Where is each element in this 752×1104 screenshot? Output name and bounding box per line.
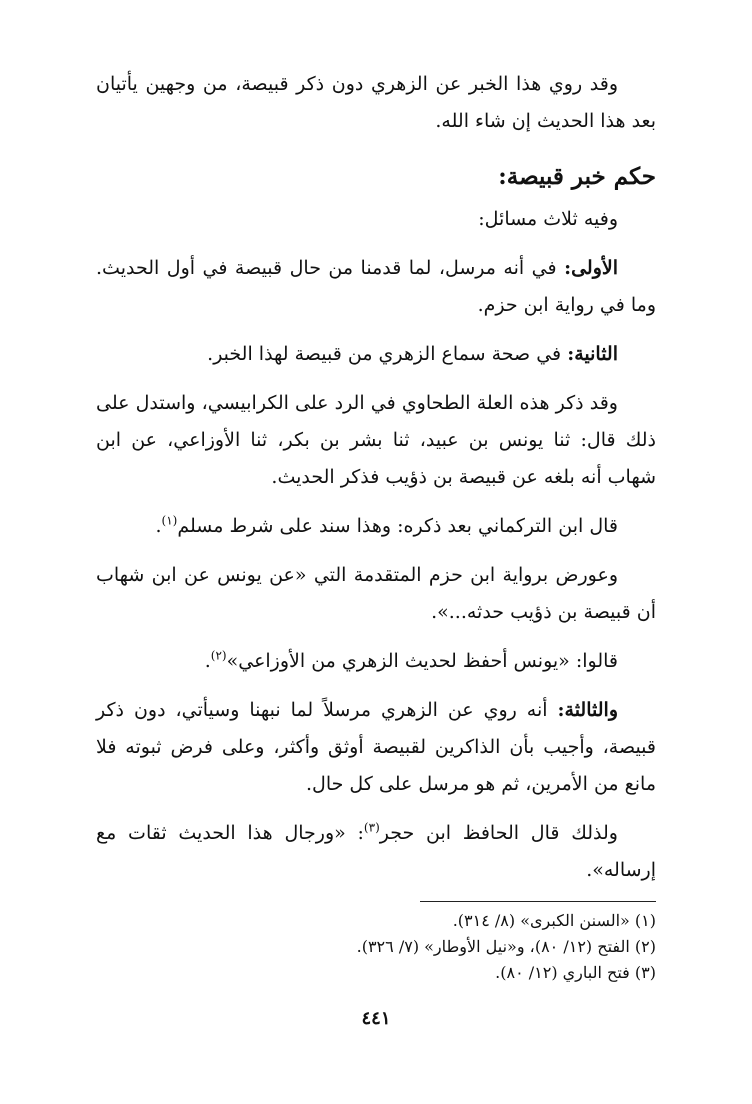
footnote-divider bbox=[420, 901, 656, 902]
third-label: والثالثة: bbox=[557, 699, 618, 721]
first-label: الأولى: bbox=[564, 257, 618, 279]
they-said-text: قالوا: «يونس أحفظ لحديث الزهري من الأوزاعي» bbox=[226, 650, 618, 672]
paragraph-first bbox=[96, 250, 656, 324]
section-heading: حكم خبر قبيصة: bbox=[498, 163, 656, 190]
third-text: أنه روي عن الزهري مرسلاً لما نبهنا وسيأتي، دون ذكر قبيصة، وأجيب بأن الذاكرين لقبيصة أوثق وأكثر، وعلى فرض ثبوته فلا مانع من الأمرين، ثم هو مرسل على كل حال. bbox=[96, 699, 656, 795]
footnote-2: (٢) الفتح (١٢/ ٨٠)، و«نيل الأوطار» (٧/ ٣٢٦). bbox=[356, 937, 656, 956]
first-text: في أنه مرسل، لما قدمنا من حال قبيصة في أول الحديث. وما في رواية ابن حزم. bbox=[96, 257, 656, 316]
page-body bbox=[96, 66, 656, 1037]
second-text: في صحة سماع الزهري من قبيصة لهذا الخبر. bbox=[207, 343, 568, 365]
they-said-end: . bbox=[204, 650, 211, 672]
footnote-ref-1: (١) bbox=[161, 513, 178, 528]
paragraph-third bbox=[96, 692, 656, 803]
paragraph-objection: وعورض برواية ابن حزم المتقدمة التي «عن يونس عن ابن شهاب أن قبيصة بن ذؤيب حدثه...». bbox=[96, 564, 656, 623]
ibn-hajar-text: ولذلك قال الحافظ ابن حجر bbox=[379, 822, 618, 844]
ibn-hajar-end: : «ورجال هذا الحديث ثقات مع إرساله». bbox=[96, 822, 656, 881]
paragraph-turkmani bbox=[96, 508, 656, 545]
page-number: ٤٤١ bbox=[361, 1008, 391, 1029]
turkmani-text: قال ابن التركماني بعد ذكره: وهذا سند على شرط مسلم bbox=[177, 515, 618, 537]
paragraph-they-said bbox=[96, 643, 656, 680]
footnotes bbox=[96, 908, 656, 986]
paragraph-ibn-hajar bbox=[96, 815, 656, 889]
footnote-ref-2: (٢) bbox=[210, 648, 227, 663]
paragraph-second bbox=[96, 336, 656, 373]
footnote-ref-3: (٣) bbox=[363, 820, 380, 835]
second-label: الثانية: bbox=[567, 343, 618, 365]
paragraph-intro: وقد روي هذا الخبر عن الزهري دون ذكر قبيصة، من وجهين يأتيان بعد هذا الحديث إن شاء الله. bbox=[96, 73, 656, 132]
footnote-1: (١) «السنن الكبرى» (٨/ ٣١٤). bbox=[452, 911, 656, 930]
footnote-3: (٣) فتح الباري (١٢/ ٨٠). bbox=[495, 963, 656, 982]
paragraph-tahawi: وقد ذكر هذه العلة الطحاوي في الرد على الكرابيسي، واستدل على ذلك قال: ثنا يونس بن عبيد، ثنا بشر بن بكر، ثنا الأوزاعي، عن ابن شهاب أنه بلغه عن قبيصة بن ذؤيب فذكر الحديث. bbox=[96, 392, 656, 488]
paragraph-issues: وفيه ثلاث مسائل: bbox=[478, 208, 618, 230]
turkmani-end: . bbox=[155, 515, 162, 537]
